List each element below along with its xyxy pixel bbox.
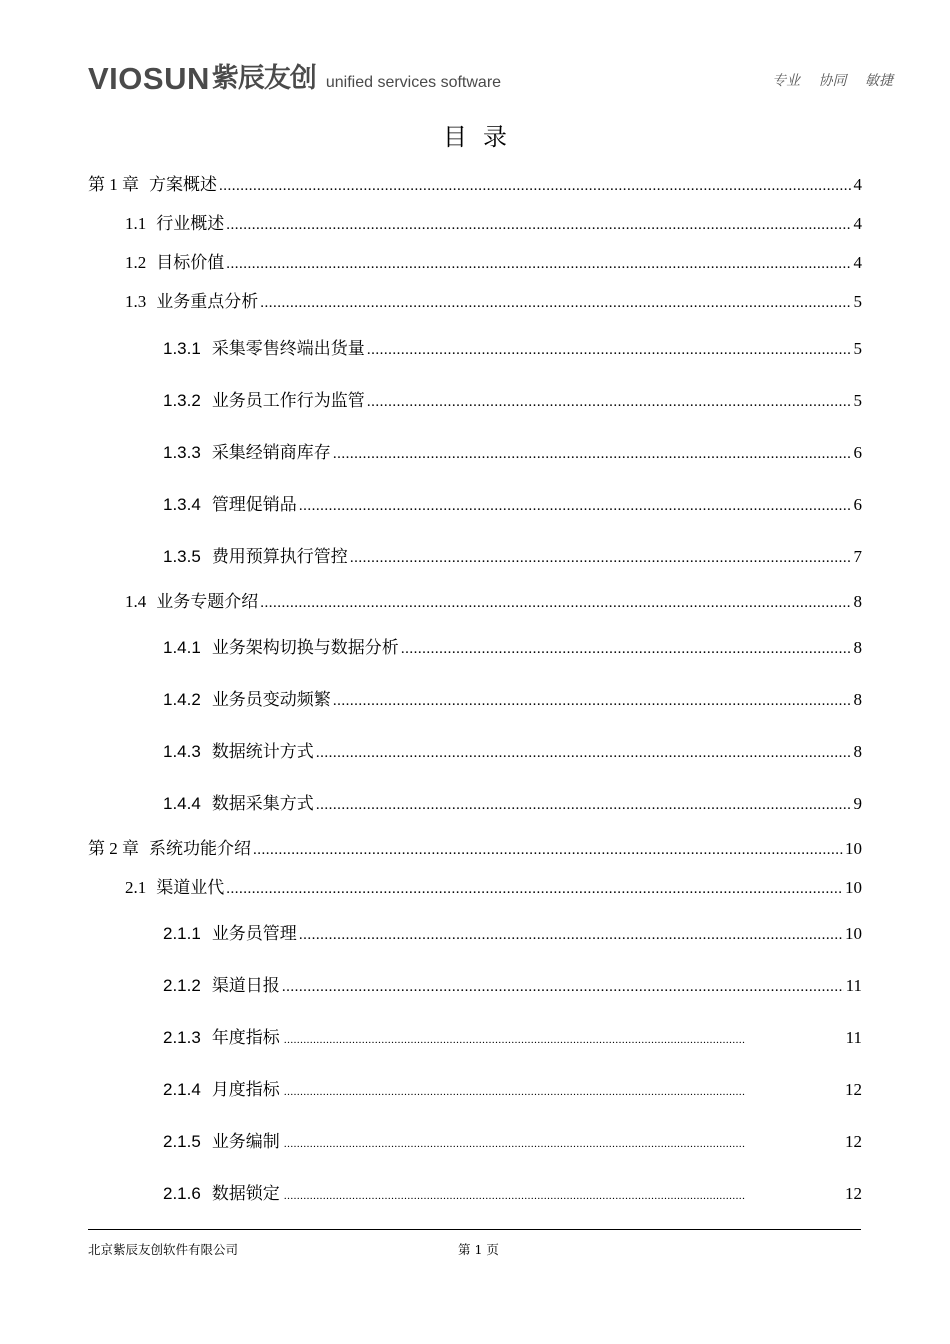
- toc-entry-page: 12: [845, 1132, 862, 1151]
- toc-dot-leader: [367, 338, 852, 362]
- toc-entry-page: 5: [853, 391, 862, 410]
- toc-dot-leader: [284, 1080, 746, 1104]
- toc-entry-title: 业务专题介绍: [156, 592, 259, 612]
- toc-entry[interactable]: [125, 251, 862, 275]
- toc-entry-number: 1.3.3: [163, 443, 201, 462]
- toc-entry-number: 1.1: [125, 214, 147, 233]
- toc-entry-page: 7: [853, 547, 862, 566]
- toc-entry[interactable]: [163, 1130, 862, 1154]
- toc-entry-number: 1.4: [125, 592, 147, 611]
- toc-entry-number: 1.3: [125, 292, 147, 311]
- toc-entry-title: 数据锁定: [211, 1184, 280, 1204]
- toc-entry-number: 2.1.1: [163, 924, 201, 943]
- toc-entry[interactable]: [163, 1078, 862, 1102]
- toc-entry[interactable]: [163, 441, 862, 465]
- toc-entry-title: 采集经销商库存: [211, 443, 331, 463]
- toc-entry-number: 第 1 章: [88, 175, 139, 194]
- toc-entry-title: 业务编制: [211, 1132, 280, 1152]
- toc-entry-page: 5: [853, 339, 862, 358]
- toc-entry-title: 数据统计方式: [211, 742, 314, 762]
- toc-entry-number: 2.1.5: [163, 1132, 201, 1151]
- toc-dot-leader: [333, 442, 852, 466]
- toc-dot-leader: [260, 591, 851, 615]
- toc-entry-page: 12: [845, 1184, 862, 1203]
- toc-entry-title: 业务员工作行为监管: [211, 391, 365, 411]
- toc-entry[interactable]: [125, 290, 862, 314]
- toc-dot-leader: [284, 1028, 746, 1052]
- toc-entry[interactable]: [163, 493, 862, 517]
- toc-entry-number: 1.4.3: [163, 742, 201, 761]
- page-header: [88, 62, 893, 102]
- toc-entry-title: 方案概述: [149, 175, 217, 195]
- toc-entry-title: 业务架构切换与数据分析: [211, 638, 399, 658]
- toc-entry-page: 4: [853, 253, 862, 272]
- toc-entry-number: 1.2: [125, 253, 147, 272]
- toc-entry[interactable]: [125, 212, 862, 236]
- toc-entry-number: 2.1: [125, 878, 147, 897]
- toc-entry-number: 1.4.2: [163, 690, 201, 709]
- toc-entry-page: 12: [845, 1080, 862, 1099]
- toc-entry-title: 目标价值: [156, 253, 225, 273]
- toc-entry-page: 4: [853, 214, 862, 233]
- toc-entry-page: 10: [845, 878, 862, 897]
- toc-entry[interactable]: [163, 688, 862, 712]
- toc-entry-page: 8: [853, 592, 862, 611]
- logo-brand-cn: 紫辰友创: [211, 63, 316, 94]
- toc-dot-leader: [226, 252, 851, 276]
- toc-entry[interactable]: [163, 974, 862, 998]
- toc-entry-page: 11: [845, 976, 862, 995]
- toc-dot-leader: [253, 838, 843, 862]
- toc-dot-leader: [219, 174, 852, 198]
- toc-dot-leader: [350, 546, 852, 570]
- toc-entry[interactable]: [163, 1182, 862, 1206]
- toc-entry[interactable]: [163, 1026, 862, 1050]
- toc-entry-page: 8: [853, 638, 862, 657]
- logo-tagline: unified services software: [325, 74, 502, 91]
- footer-company: 北京紫辰友创软件有限公司: [88, 1242, 239, 1257]
- toc-dot-leader: [282, 975, 844, 999]
- toc-entry-page: 10: [845, 839, 862, 858]
- toc-dot-leader: [401, 637, 852, 661]
- toc-dot-leader: [367, 390, 852, 414]
- toc-entry[interactable]: [125, 590, 862, 614]
- toc-entry[interactable]: [163, 740, 862, 764]
- toc-entry-title: 渠道日报: [211, 976, 280, 996]
- toc-entry[interactable]: [88, 173, 862, 197]
- toc-entry-number: 1.4.1: [163, 638, 201, 657]
- toc-entry[interactable]: [125, 876, 862, 900]
- toc-entry-title: 数据采集方式: [211, 794, 314, 814]
- toc-title: 目录: [443, 123, 523, 151]
- toc-entry-number: 2.1.6: [163, 1184, 201, 1203]
- toc-entry-number: 1.4.4: [163, 794, 201, 813]
- toc-entry[interactable]: [163, 792, 862, 816]
- toc-dot-leader: [299, 494, 852, 518]
- toc-entry-title: 费用预算执行管控: [211, 547, 348, 567]
- toc-entry[interactable]: [163, 389, 862, 413]
- toc-entry-page: 5: [853, 292, 862, 311]
- toc-entry-page: 8: [853, 742, 862, 761]
- toc-entry-title: 行业概述: [156, 214, 225, 234]
- toc-entry-page: 6: [853, 443, 862, 462]
- toc-entry-number: 2.1.3: [163, 1028, 201, 1047]
- toc-entry-page: 10: [845, 924, 862, 943]
- toc-dot-leader: [226, 877, 843, 901]
- company-logo: [88, 62, 501, 96]
- toc-entry-title: 年度指标: [211, 1028, 280, 1048]
- toc-entry-title: 业务员管理: [211, 924, 297, 944]
- toc-entry-number: 1.3.2: [163, 391, 201, 410]
- toc-entry-number: 2.1.2: [163, 976, 201, 995]
- toc-dot-leader: [316, 741, 852, 765]
- toc-entry-number: 1.3.4: [163, 495, 201, 514]
- toc-entry-number: 2.1.4: [163, 1080, 201, 1099]
- toc-entry[interactable]: [163, 636, 862, 660]
- toc-dot-leader: [333, 689, 852, 713]
- toc-entry-number: 第 2 章: [88, 839, 139, 858]
- footer-page-number: 第 1 页: [458, 1242, 499, 1257]
- toc-dot-leader: [260, 291, 851, 315]
- toc-entry-page: 9: [853, 794, 862, 813]
- logo-brand: VIOSUN: [88, 61, 210, 96]
- toc-entry-page: 11: [845, 1028, 862, 1047]
- toc-entry-title: 月度指标: [211, 1080, 280, 1100]
- toc-entry-number: 1.3.5: [163, 547, 201, 566]
- toc-entry-page: 4: [853, 175, 862, 194]
- toc-entry-number: 1.3.1: [163, 339, 201, 358]
- toc-entry[interactable]: [163, 545, 862, 569]
- toc-entry[interactable]: [88, 837, 862, 861]
- toc-dot-leader: [226, 213, 851, 237]
- toc-entry[interactable]: [163, 922, 862, 946]
- toc-entry-title: 系统功能介绍: [149, 839, 251, 859]
- toc-entry-page: 6: [853, 495, 862, 514]
- toc-entry-title: 业务重点分析: [156, 292, 259, 312]
- toc-entry-title: 采集零售终端出货量: [211, 339, 365, 359]
- toc-dot-leader: [284, 1184, 746, 1208]
- footer-divider: [88, 1229, 861, 1230]
- toc-entry-page: 8: [853, 690, 862, 709]
- header-slogan: 专业 协同 敏捷: [772, 73, 893, 89]
- toc-dot-leader: [299, 923, 843, 947]
- toc-entry-title: 管理促销品: [211, 495, 297, 515]
- toc-entry-title: 渠道业代: [156, 878, 225, 898]
- toc-dot-leader: [284, 1132, 746, 1156]
- toc-entry-title: 业务员变动频繁: [211, 690, 331, 710]
- toc-dot-leader: [316, 793, 852, 817]
- toc-entry[interactable]: [163, 337, 862, 361]
